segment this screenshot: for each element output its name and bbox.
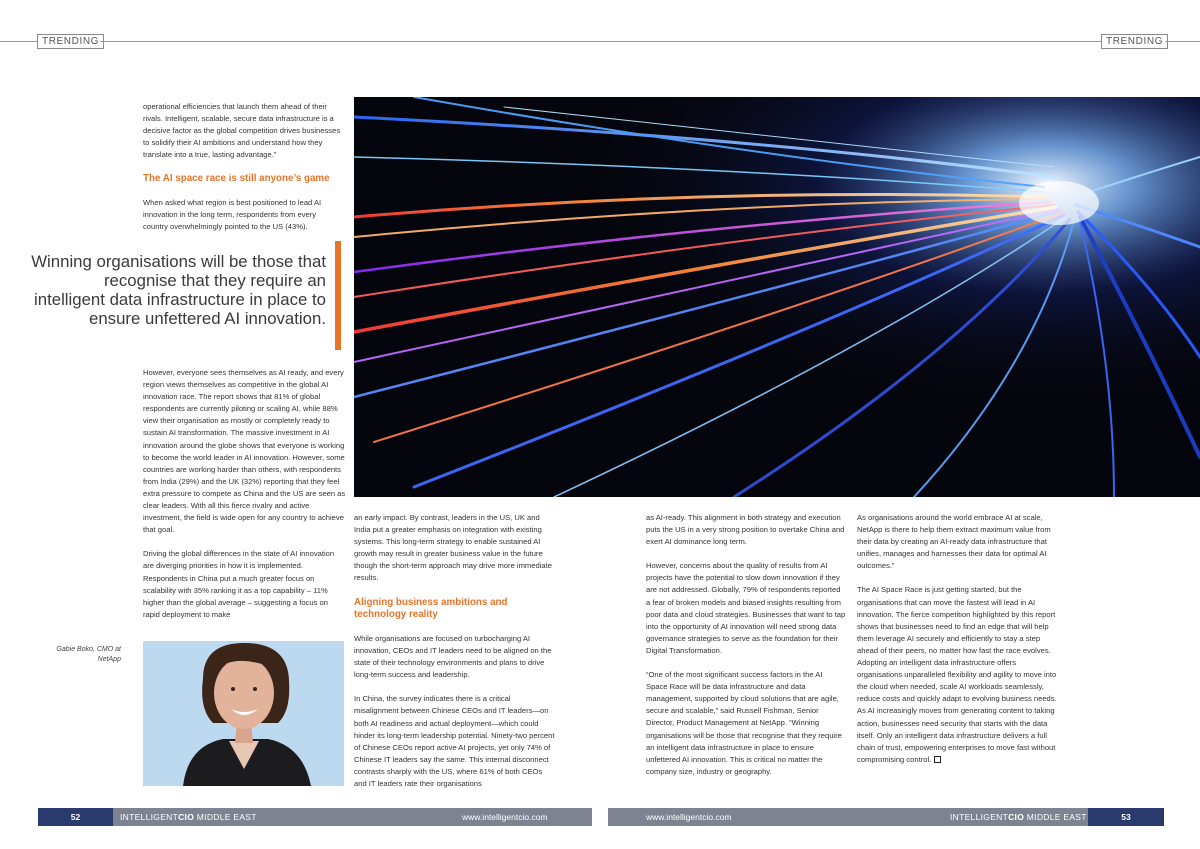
pull-quote-accent-bar: [335, 241, 341, 350]
paragraph-netapp-help: As organisations around the world embrace AI at scale, NetApp is there to help them extract maximum value from their data by creating an AI-ready data infrastructure that unifies, manages and harnesses their data for optimal AI outcomes.”: [857, 513, 1051, 571]
section-tag-right: TRENDING: [1101, 34, 1168, 49]
publication-name-light: INTELLIGENT: [950, 812, 1009, 822]
publication-name-left: [120, 808, 257, 826]
page-number-right: 53: [1088, 808, 1164, 826]
article-column-1-mid: [143, 197, 343, 245]
hero-light-trails-image: [354, 97, 1200, 497]
paragraph-fishman-quote: “One of the most significant success factors in the AI Space Race will be data infrastructure and data management, supported by cloud solutions that are agile, secure and scalable,” said Russell Fishman, Senior Director, Product Management at NetApp. “Winning organisations will be those that recognise that they require an intelligent data infrastructure in place to ensure unfettered AI innovation. This is critical no matter the company size, industry or geography.: [646, 670, 842, 776]
website-url-right[interactable]: www.intelligentcio.com: [646, 812, 732, 822]
paragraph-china-misalignment: In China, the survey indicates there is a critical misalignment between Chinese CEOs and IT leaders—on both AI readiness and actual deployment—which could hinder its long-term leadership potential. Ninety-two percent of Chinese CEOs report active AI projects, yet only 74% of Chinese IT leaders say the same. This internal disconnect contrasts sharply with the US, where 61% of both CEOs and IT leaders rate their organisations: [354, 694, 555, 789]
photo-caption: Gabie Boko, CMO at NetApp: [56, 646, 121, 663]
article-column-1-top: [143, 101, 343, 173]
intro-paragraph: operational efficiencies that launch them ahead of their rivals. Intelligent, scalable, secure data infrastructure is a decisive factor as the global competition drives businesses to solidify their AI ambitions and understand how they translate into a true, lasting advantage.”: [143, 102, 341, 160]
article-column-4: [857, 512, 1057, 778]
publication-name-bold: CIO: [1008, 812, 1025, 822]
conclusion-text: The AI Space Race is just getting started, but the organisations that can move the fastest will lead in AI innovation. The fierce competition highlighted by this report shows that businesses need to find an edge that will help them leverage AI securely and efficiently to stay a step ahead of their peers, no matter how fast the race evolves. Adopting an intelligent data infrastructure offers organisations unparalleled flexibility and agility to move into the cloud when needed, scale AI workloads seamlessly, reduce costs and quickly adapt to evolving business needs. As AI increasingly moves from generating content to taking action, businesses need security that starts with the data itself. Only an intelligent data infrastructure delivers a full chain of trust, empowering enterprises to move fast without compromising control.: [857, 585, 1057, 764]
header-rule-right: [1165, 41, 1200, 42]
paragraph-quality-concerns: However, concerns about the quality of results from AI projects have the potential to slow down innovation if they are not addressed. Globally, 79% of respondents reported a fear of broken models and biased insights resulting from poor data and cloud strategies. Businesses that want to tap into the opportunity of AI innovation will need strong data governance strategies to serve as the foundation for their Digital Transformation.: [646, 561, 846, 655]
pull-quote: Winning organisations will be those that recognise that they require an intelligent data infrastructure in place to ensure unfettered AI innovation.: [31, 252, 326, 328]
paragraph-ceo-alignment: While organisations are focused on turbocharging AI innovation, CEOs and IT leaders need to be aligned on the state of their technology environments and plans to drive long-term success and leadership.: [354, 634, 552, 680]
paragraph-space-race-conclusion: [857, 584, 1057, 765]
end-of-article-icon: [934, 756, 941, 763]
portrait-photo: [143, 641, 344, 786]
publication-name-suffix: MIDDLE EAST: [1024, 812, 1087, 822]
subheading-space-race: The AI space race is still anyone’s game: [143, 173, 330, 184]
publication-name-suffix: MIDDLE EAST: [194, 812, 257, 822]
header-rule-middle: [100, 41, 1101, 42]
footer-bar-right: [608, 808, 1164, 826]
article-column-3: [646, 512, 846, 790]
paragraph-global-differences: Driving the global differences in the state of AI innovation are diverging priorities in how it is implemented. Respondents in China put a much greater focus on scalability with 35% ranking it as a top capability – 11% higher than the global average – suggesting a focus on rapid deployment to make: [143, 549, 335, 619]
paragraph-early-impact: an early impact. By contrast, leaders in the US, UK and India put a greater emphasis on integration with existing systems. This long-term strategy to enable sustained AI growth may result in greater business value in the future though the short-term approach may drive more immediate results.: [354, 513, 552, 583]
page-number-left: 52: [38, 808, 113, 826]
publication-name-bold: CIO: [178, 812, 195, 822]
website-url-left[interactable]: www.intelligentcio.com: [462, 812, 548, 822]
article-column-2-bottom: [354, 633, 556, 802]
footer-bar-left: [38, 808, 592, 826]
publication-name-light: INTELLIGENT: [120, 812, 179, 822]
section-tag-left: TRENDING: [37, 34, 104, 49]
subheading-aligning-ambitions: Aligning business ambitions and technology reality: [354, 597, 508, 620]
paragraph-ai-ready: However, everyone sees themselves as AI ready, and every region views themselves as competitive in the global AI innovation race. The report shows that 81% of global respondents are currently piloting or scaling AI, while 88% view their organisation as mostly or completely ready to sustain AI transformation. The massive investment in AI innovation around the globe shows that everyone is working to become the world leader in AI innovation. However, some countries are working harder than others, with respondents from India (29%) and the UK (32%) reporting that they feel extra pressure to compete as China and the US are seen as clear leaders. With all this fierce rivalry and active investment, the field is wide open for any country to achieve that goal.: [143, 368, 346, 535]
publication-name-right: [950, 808, 1087, 826]
paragraph-region-lead: When asked what region is best positioned to lead AI innovation in the long term, respondents from every country overwhelmingly pointed to the US (43%).: [143, 198, 322, 232]
article-column-2-top: [354, 512, 556, 597]
paragraph-us-alignment: as AI-ready. This alignment in both strategy and execution puts the US in a very strong position to overtake China and exert AI dominance long term.: [646, 513, 845, 547]
header-rule-left: [0, 41, 38, 42]
article-column-1-bottom: [143, 367, 346, 633]
